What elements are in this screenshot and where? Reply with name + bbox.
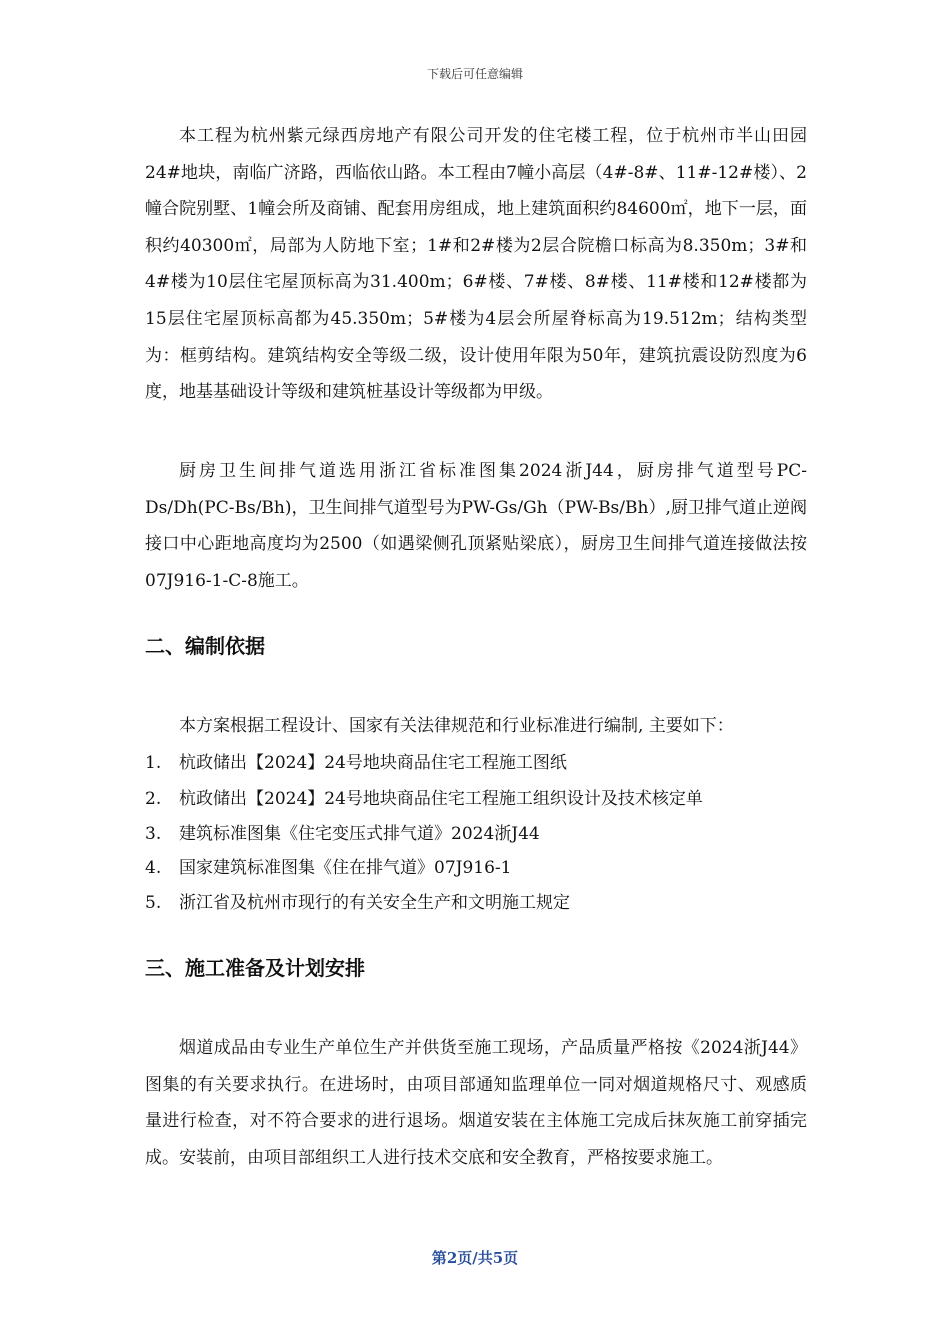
footer-suffix: 页 (503, 1249, 519, 1267)
footer-mid: 页/共 (457, 1249, 493, 1267)
list-number: 1. (145, 753, 162, 773)
list-text: 杭政储出【2024】24号地块商品住宅工程施工组织设计及技术核定单 (179, 789, 703, 809)
list-item (145, 891, 570, 915)
footer-total-pages: 5 (492, 1249, 504, 1267)
list-number: 4. (145, 858, 162, 878)
list-item (145, 787, 703, 811)
preparation-paragraph: 烟道成品由专业生产单位生产并供货至施工现场，产品质量严格按《2024浙J44》图集的有关要求执行。在进场时，由项目部通知监理单位一同对烟道规格尺寸、观感质量进行检查，对不符合要求的进行退场。烟道安装在主体施工完成后抹灰施工前穿插完成。安装前，由项目部组织工人进行技术交底和安全教育，严格按要求施工。 (145, 1038, 807, 1168)
section-heading-preparation: 三、施工准备及计划安排 (145, 956, 365, 980)
list-item (145, 822, 540, 846)
footer-current-page: 2 (446, 1249, 458, 1267)
list-text: 建筑标准图集《住宅变压式排气道》2024浙J44 (179, 824, 540, 844)
list-text: 国家建筑标准图集《住在排气道》07J916-1 (179, 858, 512, 878)
page-header: 下载后可任意编辑 (426, 67, 523, 81)
list-item (145, 856, 511, 880)
list-text: 浙江省及杭州市现行的有关安全生产和文明施工规定 (179, 893, 570, 913)
page-footer (0, 1247, 950, 1268)
exhaust-duct-paragraph: 厨房卫生间排气道选用浙江省标准图集2024浙J44，厨房排气道型号PC-Ds/Dh(PC-Bs/Bh)，卫生间排气道型号为PW-Gs/Gh（PW-Bs/Bh）,厨卫排气道止逆阀接口中心距地高度均为2500（如遇梁侧孔顶紧贴梁底），厨房卫生间排气道连接做法按07J916-1-C-8施工。 (145, 461, 807, 591)
list-number: 2. (145, 789, 162, 809)
footer-prefix: 第 (431, 1249, 447, 1267)
basis-intro: 本方案根据工程设计、国家有关法律规范和行业标准进行编制, 主要如下： (179, 716, 734, 736)
list-text: 杭政储出【2024】24号地块商品住宅工程施工图纸 (179, 753, 567, 773)
list-number: 5. (145, 893, 162, 913)
project-overview-paragraph: 本工程为杭州紫元绿西房地产有限公司开发的住宅楼工程，位于杭州市半山田园24#地块，南临广济路，西临依山路。本工程由7幢小高层（4#-8#、11#-12#楼）、2幢合院别墅、1幢会所及商铺、配套用房组成，地上建筑面积约84600㎡，地下一层，面积约40300㎡，局部为人防地下室；1#和2#楼为2层合院檐口标高为8.350m；3#和4#楼为10层住宅屋顶标高为31.400m；6#楼、7#楼、8#楼、11#楼和12#楼都为15层住宅屋顶标高都为45.350m；5#楼为4层会所屋脊标高为19.512m；结构类型为：框剪结构。建筑结构安全等级二级，设计使用年限为50年，建筑抗震设防烈度为6度，地基基础设计等级和建筑桩基设计等级都为甲级。 (145, 126, 807, 403)
list-item (145, 751, 567, 775)
section-heading-basis: 二、编制依据 (145, 634, 265, 658)
list-number: 3. (145, 824, 162, 844)
